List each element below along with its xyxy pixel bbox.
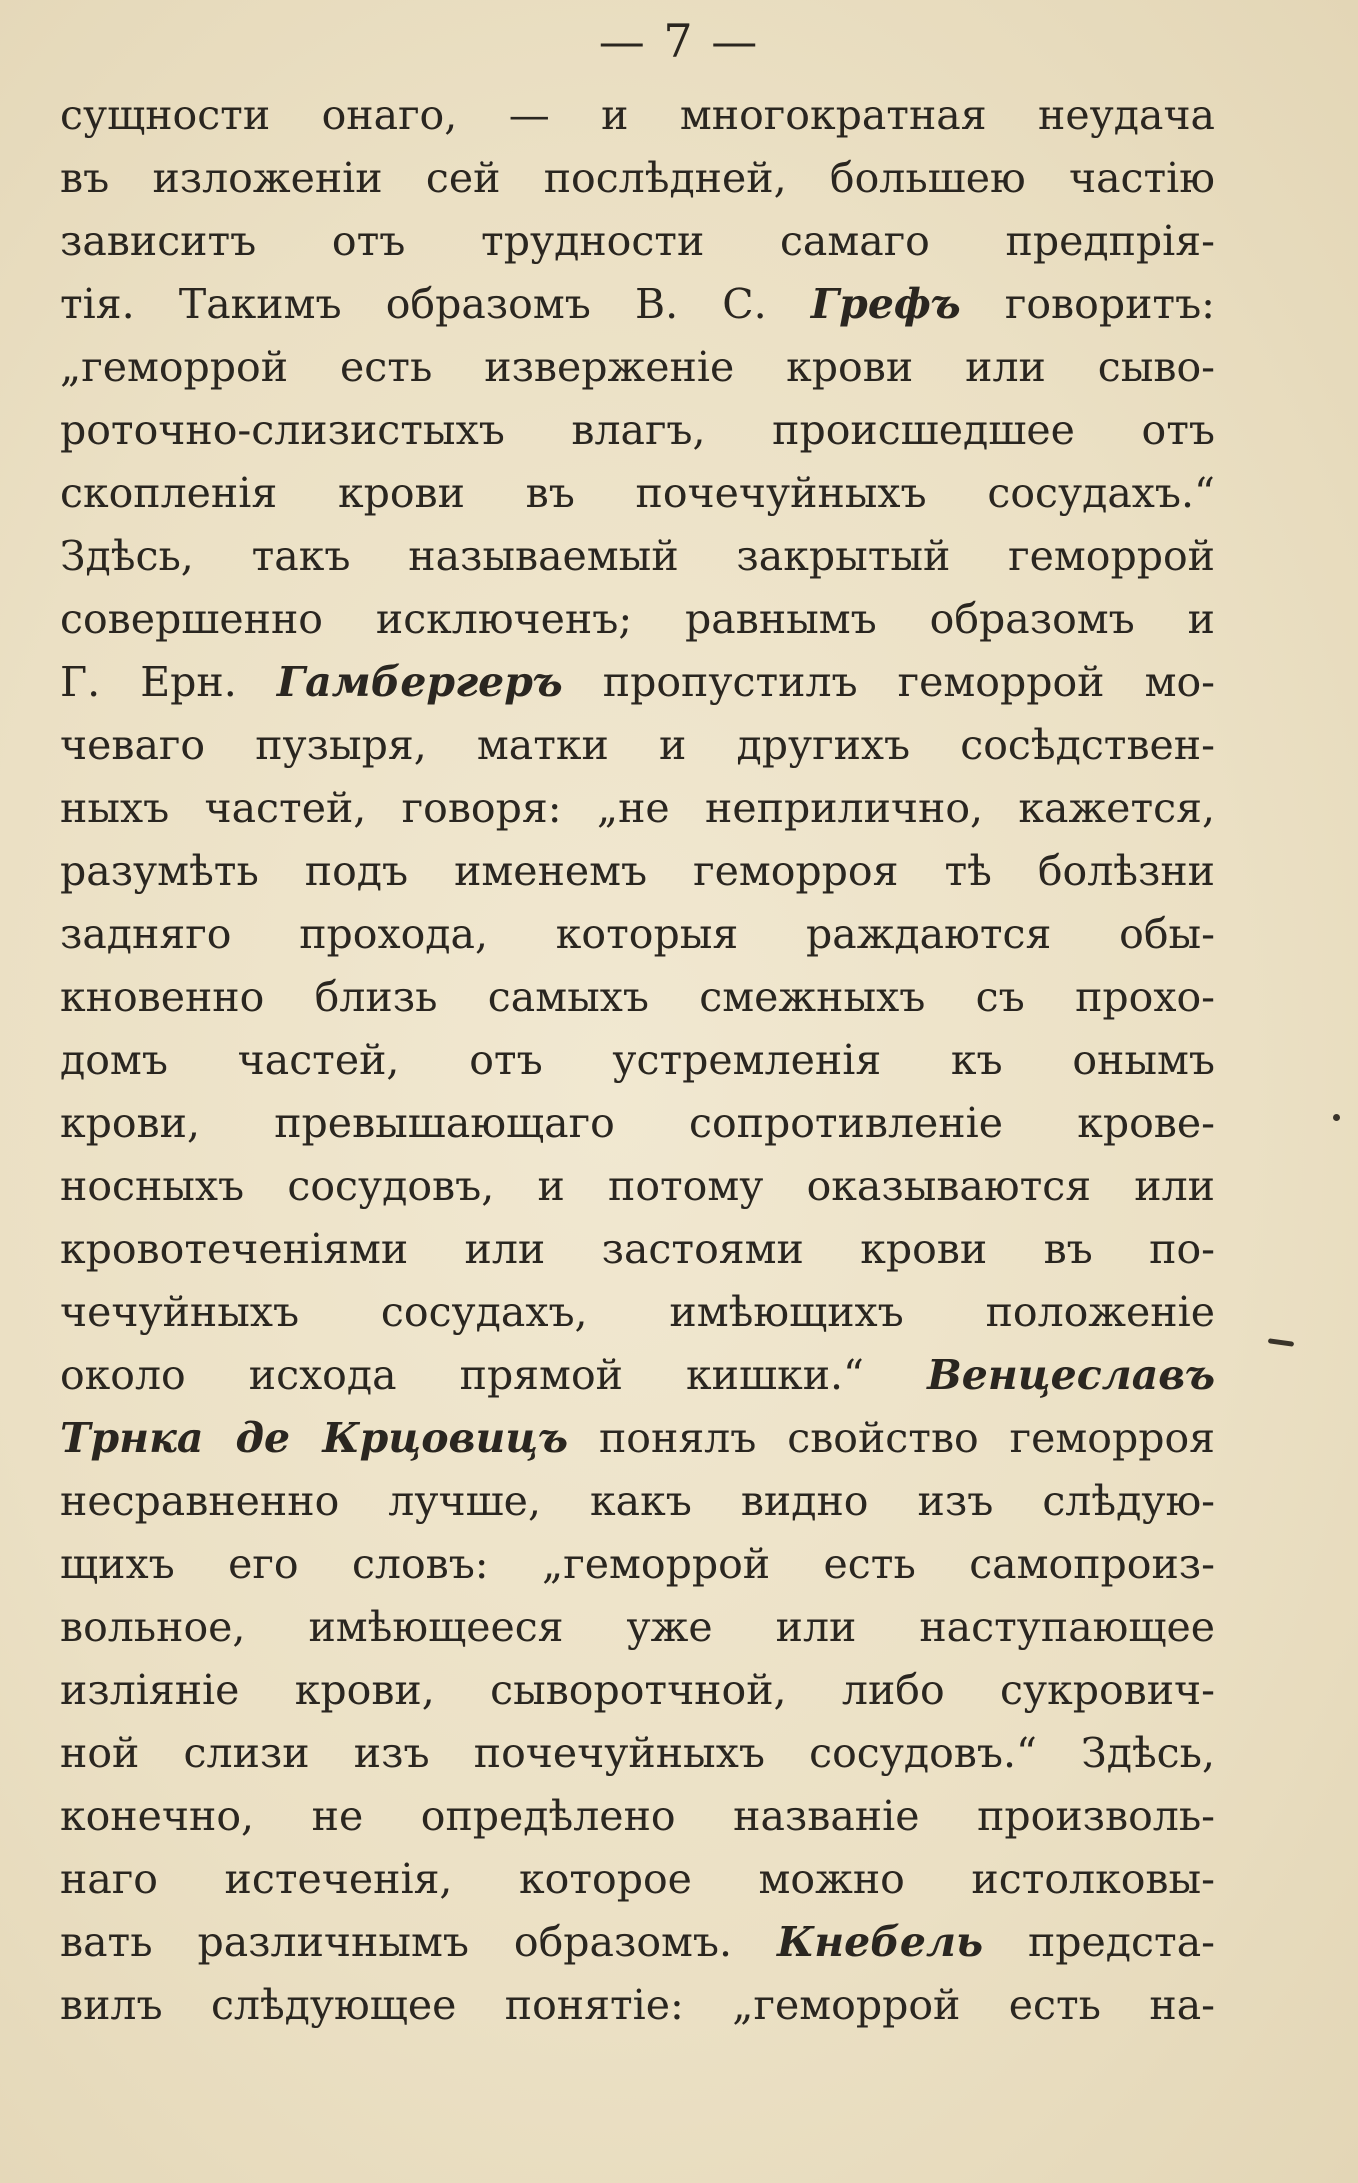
author-name: Венцеславъ [927, 1351, 1215, 1399]
author-name: Грефъ [810, 280, 961, 328]
text-segment: вать различнымъ образомъ. [60, 1918, 777, 1966]
ink-mark [1268, 1338, 1294, 1347]
text-line [60, 1848, 1215, 1911]
text-line [60, 462, 1215, 525]
page-number-header: — 7 — [598, 14, 760, 68]
text-segment: пропустилъ геморрой мо- [562, 658, 1215, 706]
text-segment: понялъ свойство геморроя [568, 1414, 1215, 1462]
text-segment: чеваго пузыря, матки и другихъ сосѣдствен- [60, 721, 1215, 769]
text-line [60, 1281, 1215, 1344]
text-segment: Здѣсь, такъ называемый закрытый геморрой [60, 532, 1215, 580]
text-line [60, 210, 1215, 273]
text-segment: кровотеченіями или застоями крови въ по- [60, 1225, 1215, 1273]
text-line [60, 1911, 1215, 1974]
text-segment: сущности онаго, — и многократная неудача [60, 91, 1215, 139]
text-segment: щихъ его словъ: „геморрой есть самопроиз- [60, 1540, 1215, 1588]
text-line [60, 966, 1215, 1029]
text-segment: изліяніе крови, сыворотчной, либо сукрович- [60, 1666, 1215, 1714]
text-line [60, 588, 1215, 651]
text-segment: вилъ слѣдующее понятіе: „геморрой есть на- [60, 1981, 1215, 2029]
text-line [60, 1155, 1215, 1218]
text-line [60, 1722, 1215, 1785]
text-segment: кновенно близь самыхъ смежныхъ съ прохо- [60, 973, 1215, 1021]
text-line [60, 1218, 1215, 1281]
text-segment: предста- [983, 1918, 1215, 1966]
text-segment: несравненно лучше, какъ видно изъ слѣдую- [60, 1477, 1215, 1525]
text-segment: роточно-слизистыхъ влагъ, происшедшее отъ [60, 406, 1215, 454]
text-segment: говоритъ: [960, 280, 1215, 328]
text-line [60, 1344, 1215, 1407]
text-line [60, 1785, 1215, 1848]
text-segment: „геморрой есть изверженіе крови или сыво- [60, 343, 1215, 391]
text-line [60, 840, 1215, 903]
text-segment: наго истеченія, которое можно истолковы- [60, 1855, 1215, 1903]
text-line [60, 273, 1215, 336]
text-line [60, 525, 1215, 588]
text-segment: крови, превышающаго сопротивленіе крове- [60, 1099, 1215, 1147]
text-line [60, 1029, 1215, 1092]
text-segment: совершенно исключенъ; равнымъ образомъ и [60, 595, 1215, 643]
text-segment: домъ частей, отъ устремленія къ онымъ [60, 1036, 1215, 1084]
text-segment: конечно, не опредѣлено названіе произволь- [60, 1792, 1215, 1840]
body-text [60, 84, 1215, 2037]
text-line [60, 1533, 1215, 1596]
text-line [60, 84, 1215, 147]
author-name: Гамбергеръ [276, 658, 563, 706]
text-segment: въ изложеніи сей послѣдней, большею частію [60, 154, 1215, 202]
text-line [60, 651, 1215, 714]
text-segment: задняго прохода, которыя раждаются обы- [60, 910, 1215, 958]
text-segment: скопленія крови въ почечуйныхъ сосудахъ.“ [60, 469, 1215, 517]
text-line [60, 147, 1215, 210]
text-line [60, 714, 1215, 777]
text-segment: зависитъ отъ трудности самаго предпрія- [60, 217, 1215, 265]
text-line [60, 1470, 1215, 1533]
author-name: Кнебель [776, 1918, 984, 1966]
author-name: Трнка де Крцовицъ [60, 1414, 569, 1462]
text-line [60, 399, 1215, 462]
text-line [60, 1974, 1215, 2037]
text-line [60, 1659, 1215, 1722]
text-segment: носныхъ сосудовъ, и потому оказываются или [60, 1162, 1215, 1210]
text-segment: тія. Такимъ образомъ В. С. [60, 280, 811, 328]
text-segment: около исхода прямой кишки.“ [60, 1351, 928, 1399]
text-segment: Г. Ерн. [60, 658, 277, 706]
text-line [60, 336, 1215, 399]
text-segment: вольное, имѣющееся уже или наступающее [60, 1603, 1215, 1651]
text-line [60, 1092, 1215, 1155]
text-segment: чечуйныхъ сосудахъ, имѣющихъ положеніе [60, 1288, 1215, 1336]
text-line [60, 903, 1215, 966]
text-segment: разумѣть подъ именемъ геморроя тѣ болѣзни [60, 847, 1215, 895]
text-line [60, 777, 1215, 840]
ink-speck [1333, 1114, 1340, 1121]
text-segment: ной слизи изъ почечуйныхъ сосудовъ.“ Здѣсь, [60, 1729, 1215, 1777]
text-segment: ныхъ частей, говоря: „не неприлично, кажется, [60, 784, 1215, 832]
text-line [60, 1596, 1215, 1659]
text-line [60, 1407, 1215, 1470]
